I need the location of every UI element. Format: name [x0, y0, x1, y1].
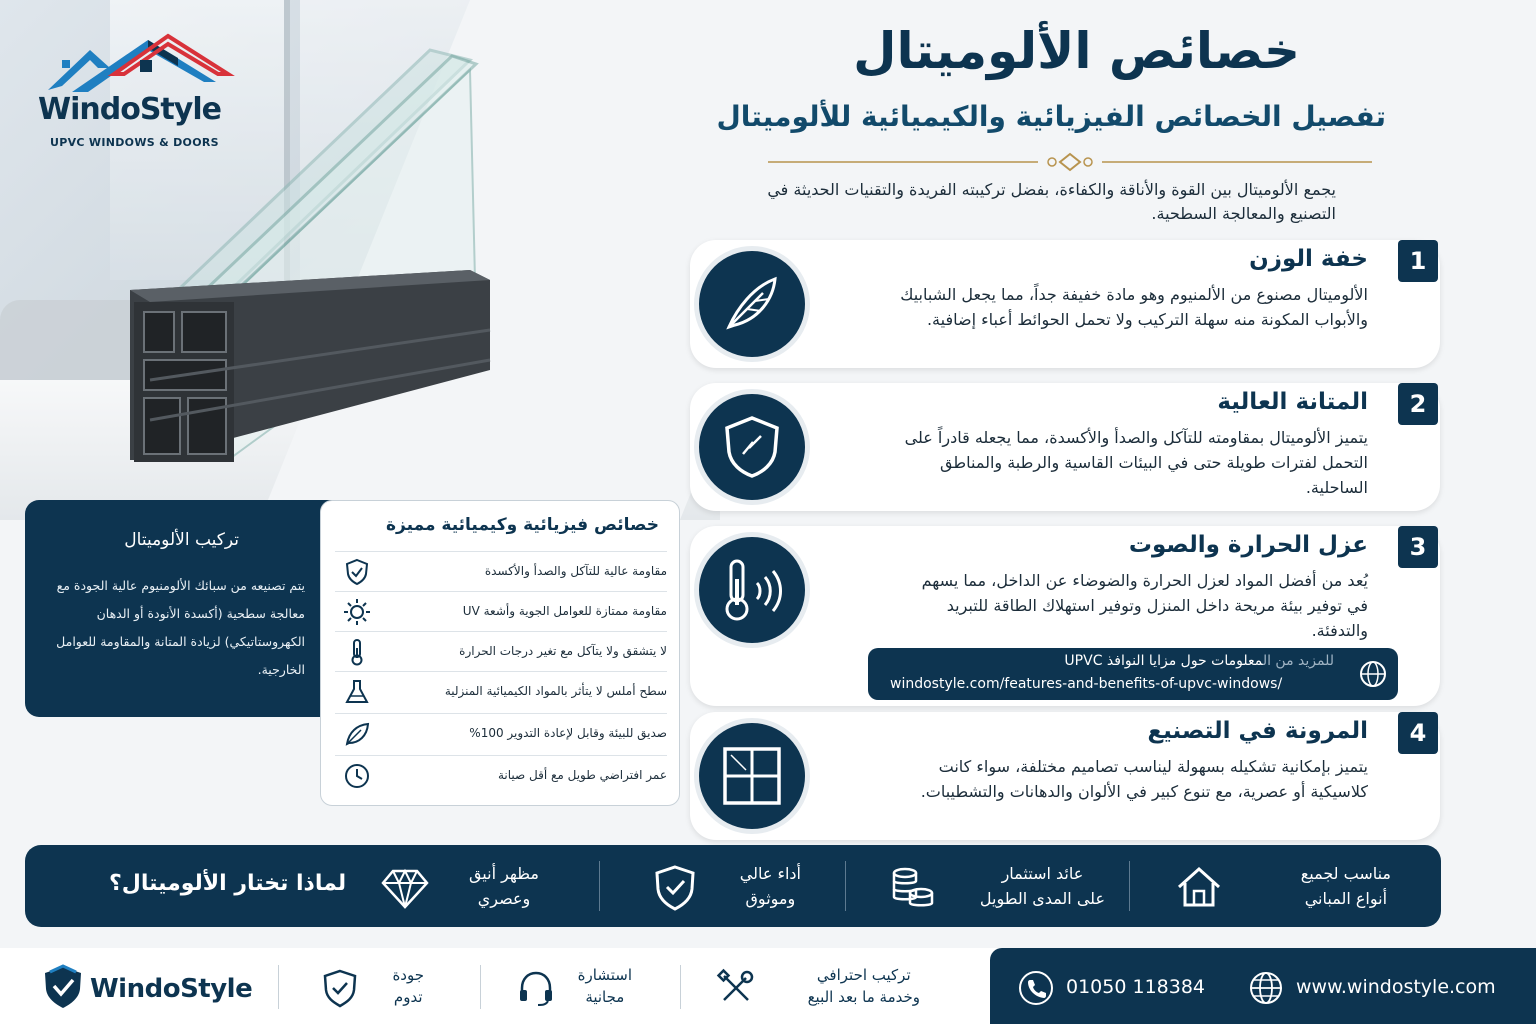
property-row — [335, 591, 667, 631]
why-item-text: أداء عالي وموثوق — [739, 864, 801, 908]
why-item — [1165, 845, 1425, 927]
footer-item — [510, 948, 660, 1024]
feature-number: 3 — [1398, 526, 1438, 568]
feature-card-flexibility — [690, 712, 1440, 840]
separator — [680, 965, 681, 1009]
feature-body: الألوميتال مصنوع من الألمنيوم وهو مادة خفيفة جداً، مما يجعل الشبابيك والأبواب المكونة منه سهلة التركيب ولا تحمل الحوائط أعباء إضافية. — [900, 285, 1368, 329]
window-icon — [717, 741, 787, 811]
property-row — [335, 631, 667, 671]
property-row — [335, 755, 667, 795]
brand-name: WindoStyle — [38, 92, 221, 127]
page-subtitle: تفصيل الخصائص الفيزيائية والكيميائية للألوميتال — [716, 100, 1386, 133]
property-text: عمر افتراضي طويل مع أقل صيانة — [497, 768, 667, 782]
footer-brand-name: WindoStyle — [90, 974, 253, 1004]
shield-icon — [717, 412, 787, 482]
separator — [845, 861, 846, 911]
why-item — [375, 845, 575, 927]
more-info-link[interactable] — [868, 648, 1398, 700]
properties-panel — [320, 500, 680, 806]
leaf-icon — [343, 720, 371, 748]
tools-icon — [716, 968, 756, 1008]
feature-body: يتميز بإمكانية تشكيله بسهولة ليناسب تصاميم مختلفة، سواء كانت كلاسيكية أو عصرية، مع تنوع كبير في الألوان والدهانات والتشطيبات. — [920, 757, 1368, 801]
footer-item — [310, 948, 450, 1024]
intro-text: يجمع الألوميتال بين القوة والأناقة والكفاءة، بفضل تركيبته الفريدة والتقنيات الحديثة في التصنيع والمعالجة السطحية. — [767, 180, 1336, 223]
why-item-text: مظهر أنيق وعصري — [468, 864, 539, 908]
footer-item — [710, 948, 940, 1024]
globe-icon — [1248, 970, 1284, 1006]
feature-icon-disc — [694, 718, 810, 834]
feature-number: 4 — [1398, 712, 1438, 754]
property-text: مقاومة ممتازة للعوامل الجوية وأشعة UV — [462, 604, 667, 618]
separator — [480, 965, 481, 1009]
why-choose-bar — [25, 845, 1441, 927]
headset-icon — [516, 968, 556, 1008]
link-url[interactable]: windostyle.com/features-and-benefits-of-upvc-windows/ — [890, 676, 1283, 692]
composition-body: يتم تصنيعه من سبائك الألومنيوم عالية الجودة مع معالجة سطحية (أكسدة الأنودة أو الدهان الكهروستاتيكي) لزيادة المتانة والمقاومة للعوامل الخارجية. — [56, 578, 305, 677]
clock-icon — [343, 762, 371, 790]
sun-icon — [343, 598, 371, 626]
why-title: لماذا تختار الألوميتال؟ — [109, 871, 347, 896]
ornament-divider — [768, 152, 1372, 172]
footer-item-text: استشارة مجانية — [577, 966, 632, 1006]
property-text: صديق للبيئة وقابل لإعادة التدوير 100% — [469, 726, 667, 740]
globe-icon — [1358, 659, 1388, 689]
separator — [599, 861, 600, 911]
flask-icon — [343, 678, 371, 706]
shield-check-icon — [320, 968, 360, 1008]
feature-icon-disc — [694, 246, 810, 362]
why-item-text: عائد استثمار على المدى الطويل — [979, 864, 1105, 908]
property-row — [335, 551, 667, 591]
composition-title: تركيب الألوميتال — [124, 530, 239, 550]
feature-title: خفة الوزن — [1249, 246, 1368, 272]
property-text: لا يتشقق ولا يتآكل مع تغير درجات الحرارة — [459, 644, 667, 658]
footer-item-text: تركيب احترافي وخدمة ما بعد البيع — [807, 966, 920, 1006]
thermometer-sound-icon — [717, 555, 787, 625]
property-text: مقاومة عالية للتآكل والصدأ والأكسدة — [484, 564, 667, 578]
phone-number[interactable]: 01050 118384 — [1066, 976, 1206, 998]
feature-body: يتميز الألوميتال بمقاومته للتآكل والصدأ والأكسدة، مما يجعله قادراً على التحمل لفترات طويلة حتى في البيئات القاسية والرطبة والمناطق الساحلية. — [904, 428, 1368, 497]
feature-icon-disc — [694, 389, 810, 505]
house-icon — [1175, 863, 1223, 911]
feature-body: يُعد من أفضل المواد لعزل الحرارة والضوضاء عن الداخل، مما يسهم في توفير بيئة مريحة داخل المنزل وتوفير استهلاك الطاقة للتبريد والتدفئة. — [921, 571, 1368, 640]
page-title: خصائص الألوميتال — [853, 22, 1300, 80]
feature-number: 1 — [1398, 240, 1438, 282]
website-link[interactable]: www.windostyle.com — [1296, 976, 1496, 998]
shield-check-icon — [651, 863, 699, 911]
feature-card-durability — [690, 383, 1440, 511]
why-item-text: مناسب لجميع أنواع المباني — [1300, 864, 1391, 908]
feature-title: المرونة في التصنيع — [1147, 718, 1368, 744]
feature-title: المتانة العالية — [1217, 389, 1368, 415]
property-row — [335, 713, 667, 753]
why-item — [645, 845, 835, 927]
feature-number: 2 — [1398, 383, 1438, 425]
separator — [278, 965, 279, 1009]
feature-card-light-weight — [690, 240, 1440, 368]
thermometer-icon — [343, 638, 371, 666]
footer-item-text: جودة تدوم — [392, 966, 424, 1006]
phone-icon — [1018, 970, 1054, 1006]
feature-icon-disc — [694, 532, 810, 648]
diamond-icon — [381, 863, 429, 911]
property-text: سطح أملس لا يتأثر بالمواد الكيميائية المنزلية — [444, 684, 667, 698]
separator — [1129, 861, 1130, 911]
brand-shield-logo — [40, 964, 86, 1010]
properties-title: خصائص فيزيائية وكيميائية مميزة — [386, 515, 659, 535]
link-caption: للمزيد من المعلومات حول مزايا النوافذ UPVC — [1064, 653, 1334, 669]
brand-tagline: UPVC WINDOWS & DOORS — [50, 136, 219, 149]
feather-icon — [717, 269, 787, 339]
feature-title: عزل الحرارة والصوت — [1128, 532, 1368, 558]
property-row — [335, 671, 667, 711]
shield-check-icon — [343, 558, 371, 586]
why-item — [885, 845, 1125, 927]
coins-icon — [889, 863, 937, 911]
